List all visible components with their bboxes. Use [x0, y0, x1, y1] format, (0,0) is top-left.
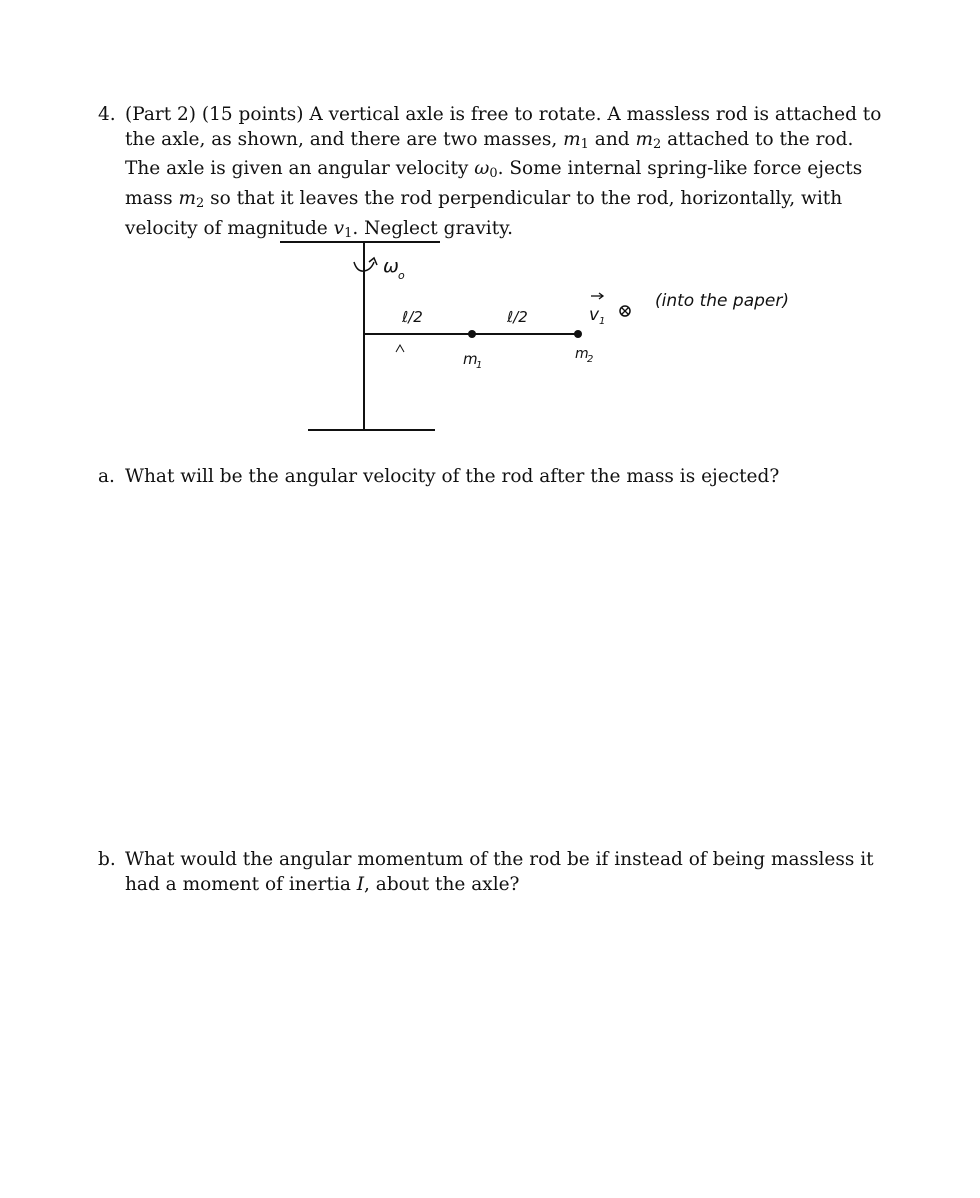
- part-a-question: What will be the angular velocity of the rod after the mass is ejected?: [125, 466, 780, 487]
- math-symbol: ω: [474, 158, 490, 180]
- omega-subscript: o: [398, 269, 405, 282]
- text-run: attached to the rod. The axle is given an angular velocity: [125, 128, 854, 180]
- part-a: [98, 465, 888, 490]
- text-run: . Neglect gravity.: [352, 217, 514, 239]
- velocity-subscript: 1: [599, 316, 606, 327]
- mass1-label: m: [463, 350, 478, 368]
- part-a-label: a.: [98, 466, 115, 487]
- mass-m1-dot: [468, 330, 476, 338]
- math-symbol: m: [178, 187, 196, 209]
- part-b-question: [125, 848, 888, 897]
- math-subscript: 2: [196, 196, 205, 212]
- math-symbol: v: [333, 217, 345, 239]
- problem-number: 4.: [98, 104, 116, 125]
- part-b-label: b.: [98, 849, 116, 870]
- caret-mark-icon: [396, 345, 404, 352]
- text-run: What would the angular momentum of the rod be if instead of being massless it had a moment of inertia: [125, 849, 874, 895]
- math-symbol: m: [563, 128, 581, 150]
- text-run: , about the axle?: [364, 873, 520, 895]
- into-paper-label: (into the paper): [655, 291, 789, 311]
- math-subscript: 1: [580, 136, 589, 152]
- text-run: . Some internal spring-like force ejects mass: [125, 158, 863, 209]
- velocity-label: v: [589, 305, 600, 325]
- math-subscript: 0: [489, 166, 498, 182]
- mass-m2-dot: [574, 330, 582, 338]
- math-subscript: 2: [653, 136, 662, 152]
- axle-rod-diagram: [0, 0, 980, 460]
- mass2-label: m: [575, 346, 589, 362]
- part-b: [98, 848, 888, 897]
- math-symbol: m: [635, 128, 654, 150]
- mass2-subscript: 2: [587, 354, 594, 365]
- math-subscript: 1: [344, 225, 353, 241]
- text-run: (Part 2) (15 points) A vertical axle is free to rotate. A massless rod is attached to the axle, as shown, and there are two masses,: [125, 104, 882, 150]
- omega-label: ω: [383, 255, 399, 277]
- mass1-subscript: 1: [476, 360, 483, 371]
- text-run: and: [588, 128, 636, 150]
- text-run: so that it leaves the rod perpendicular to the rod, horizontally, with velocity of magnitude: [125, 187, 843, 239]
- segment2-length-label: ℓ/2: [507, 308, 528, 326]
- math-symbol: I: [356, 873, 365, 895]
- segment1-length-label: ℓ/2: [402, 308, 423, 326]
